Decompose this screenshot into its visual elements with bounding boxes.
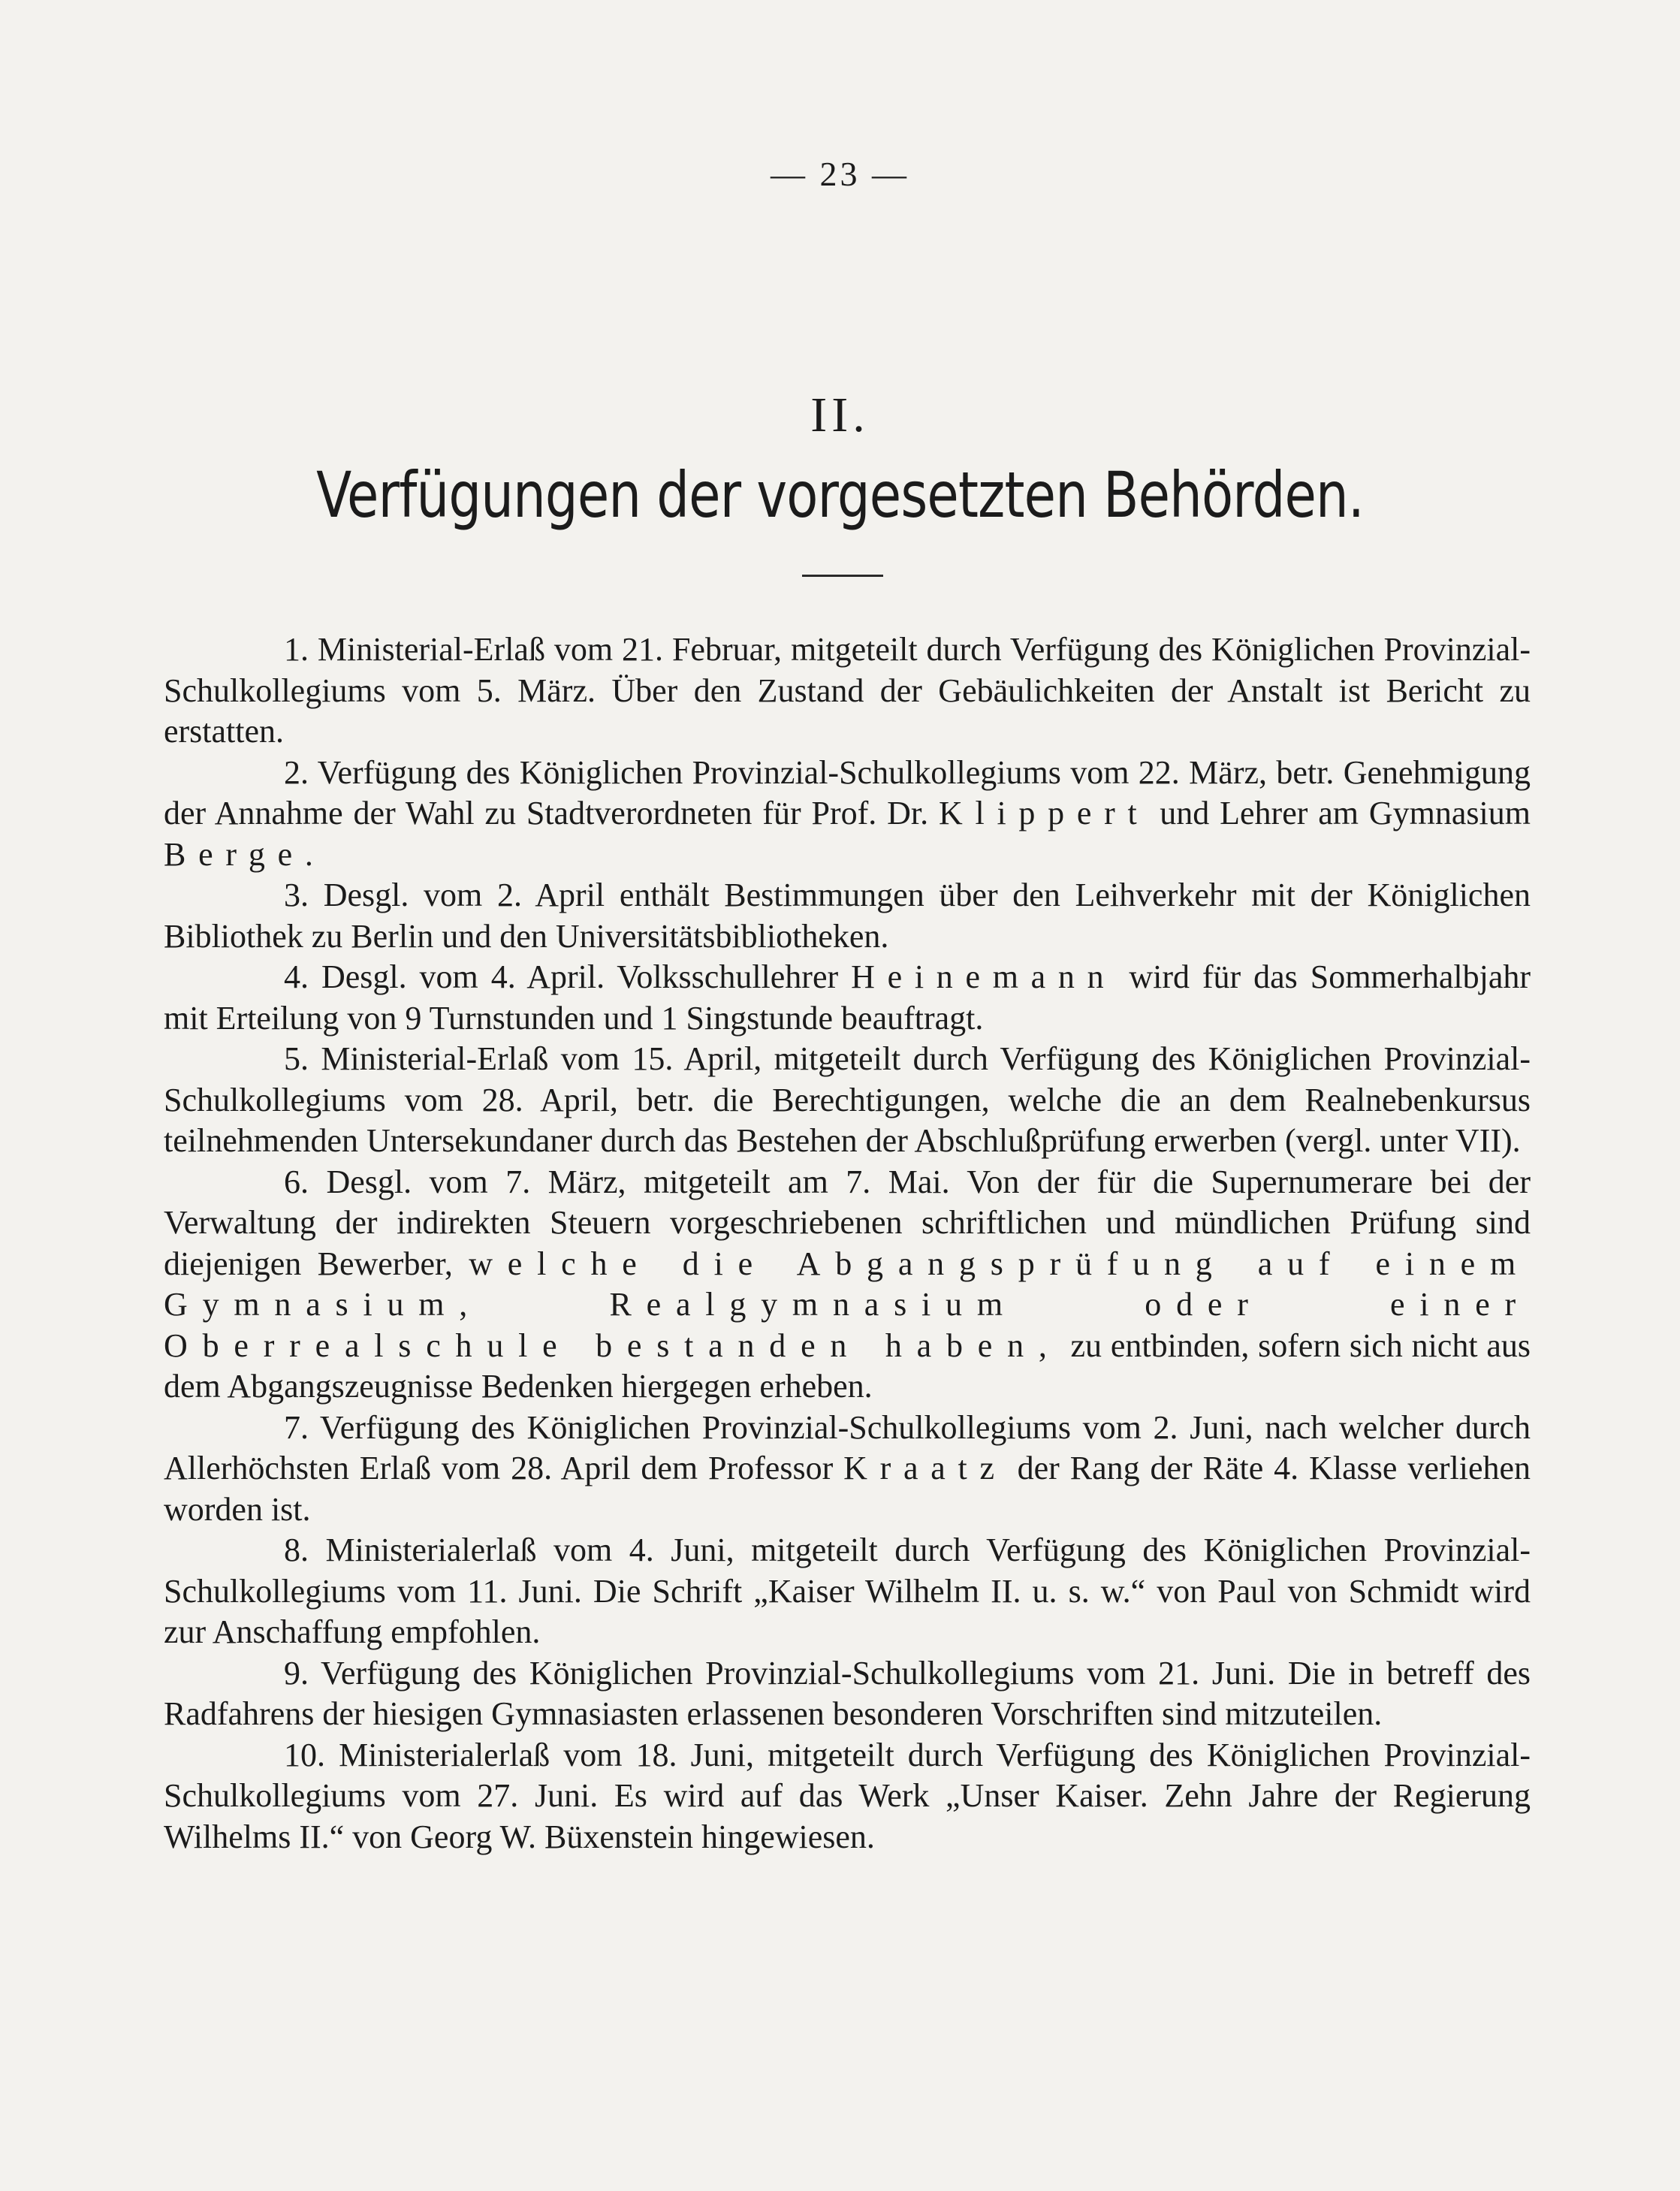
- entry-3: [164, 875, 1531, 957]
- person-name: Kraatz: [843, 1450, 1007, 1486]
- person-name: Heinemann: [851, 958, 1117, 995]
- spaced-emphasis: welche die Abgangsprüfung auf einem Gymnasium, Realgymnasium oder einer Oberrealschule bestanden haben,: [164, 1245, 1531, 1364]
- page-number: — 23 —: [771, 155, 909, 193]
- entry-text: der Rang der Räte 4. Klasse verliehen worden ist.: [164, 1450, 1531, 1528]
- entry-text: 3. Desgl. vom 2. April enthält Bestimmungen über den Leihverkehr mit der Königlichen Bibliothek zu Berlin und den Universitätsbibliotheken.: [164, 877, 1531, 955]
- section-title: Verfügungen der vorgesetzten Behörden.: [316, 458, 1364, 532]
- person-name: Klippert: [939, 795, 1150, 831]
- entry-5: [164, 1039, 1531, 1162]
- entry-text: 2. Verfügung des Königlichen Provinzial-Schulkollegiums vom 22. März, betr. Genehmigung der Annahme der Wahl zu Stadtverordneten für Prof. Dr.: [164, 753, 1531, 831]
- section-numeral: II.: [810, 388, 870, 442]
- entry-4: [164, 957, 1531, 1039]
- entry-text: .: [304, 835, 313, 873]
- entry-7: [164, 1408, 1531, 1531]
- person-name: Berge: [164, 835, 305, 873]
- entry-text: und Lehrer am Gymnasium: [1160, 795, 1531, 831]
- entries-list: [164, 629, 1531, 1858]
- entry-2: [164, 753, 1531, 876]
- entry-8: [164, 1530, 1531, 1653]
- entry-10: [164, 1735, 1531, 1858]
- entry-text: 9. Verfügung des Königlichen Provinzial-Schulkollegiums vom 21. Juni. Die in betreff des Radfahrens der hiesigen Gymnasiasten erlassenen besonderen Vorschriften sind mitzuteilen.: [164, 1654, 1531, 1732]
- entry-text: 6. Desgl. vom 7. März, mitgeteilt am 7. Mai. Von der für die Supernumerare bei der Verwaltung der indirekten Steuern vorgeschriebenen schriftlichen und mündlichen Prüfung sind diejenigen Bewerber,: [164, 1163, 1531, 1282]
- entry-9: [164, 1653, 1531, 1735]
- entry-text: 1. Ministerial-Erlaß vom 21. Februar, mitgeteilt durch Verfügung des Königlichen Provinzial-Schulkollegiums vom 5. März. Über den Zustand der Gebäulichkeiten der Anstalt ist Bericht zu erstatten.: [164, 631, 1531, 750]
- entry-6: [164, 1162, 1531, 1408]
- entry-text: 4. Desgl. vom 4. April. Volksschullehrer: [284, 958, 839, 995]
- entry-text: 5. Ministerial-Erlaß vom 15. April, mitgeteilt durch Verfügung des Königlichen Provinzial-Schulkollegiums vom 28. April, betr. die Berechtigungen, welche die an dem Realnebenkursus teilnehmenden Untersekundaner durch das Bestehen der Abschlußprüfung erwerben (vergl. unter VII).: [164, 1040, 1531, 1159]
- entry-text: 10. Ministerialerlaß vom 18. Juni, mitgeteilt durch Verfügung des Königlichen Provinzial-Schulkollegiums vom 27. Juni. Es wird auf das Werk „Unser Kaiser. Zehn Jahre der Regierung Wilhelms II.“ von Georg W. Büxenstein hingewiesen.: [164, 1736, 1531, 1855]
- title-divider: [802, 575, 883, 577]
- entry-text: wird für das Sommerhalbjahr mit Erteilung von 9 Turnstunden und 1 Singstunde beauftragt.: [164, 958, 1531, 1037]
- entry-text: zu entbinden, sofern sich nicht aus dem Abgangszeugnisse Bedenken hiergegen erheben.: [164, 1326, 1531, 1405]
- entry-text: 7. Verfügung des Königlichen Provinzial-Schulkollegiums vom 2. Juni, nach welcher durch Allerhöchsten Erlaß vom 28. April dem Professor: [164, 1408, 1531, 1486]
- entry-1: [164, 629, 1531, 753]
- entry-text: 8. Ministerialerlaß vom 4. Juni, mitgeteilt durch Verfügung des Königlichen Provinzial-Schulkollegiums vom 11. Juni. Die Schrift „Kaiser Wilhelm II. u. s. w.“ von Paul von Schmidt wird zur Anschaffung empfohlen.: [164, 1532, 1531, 1650]
